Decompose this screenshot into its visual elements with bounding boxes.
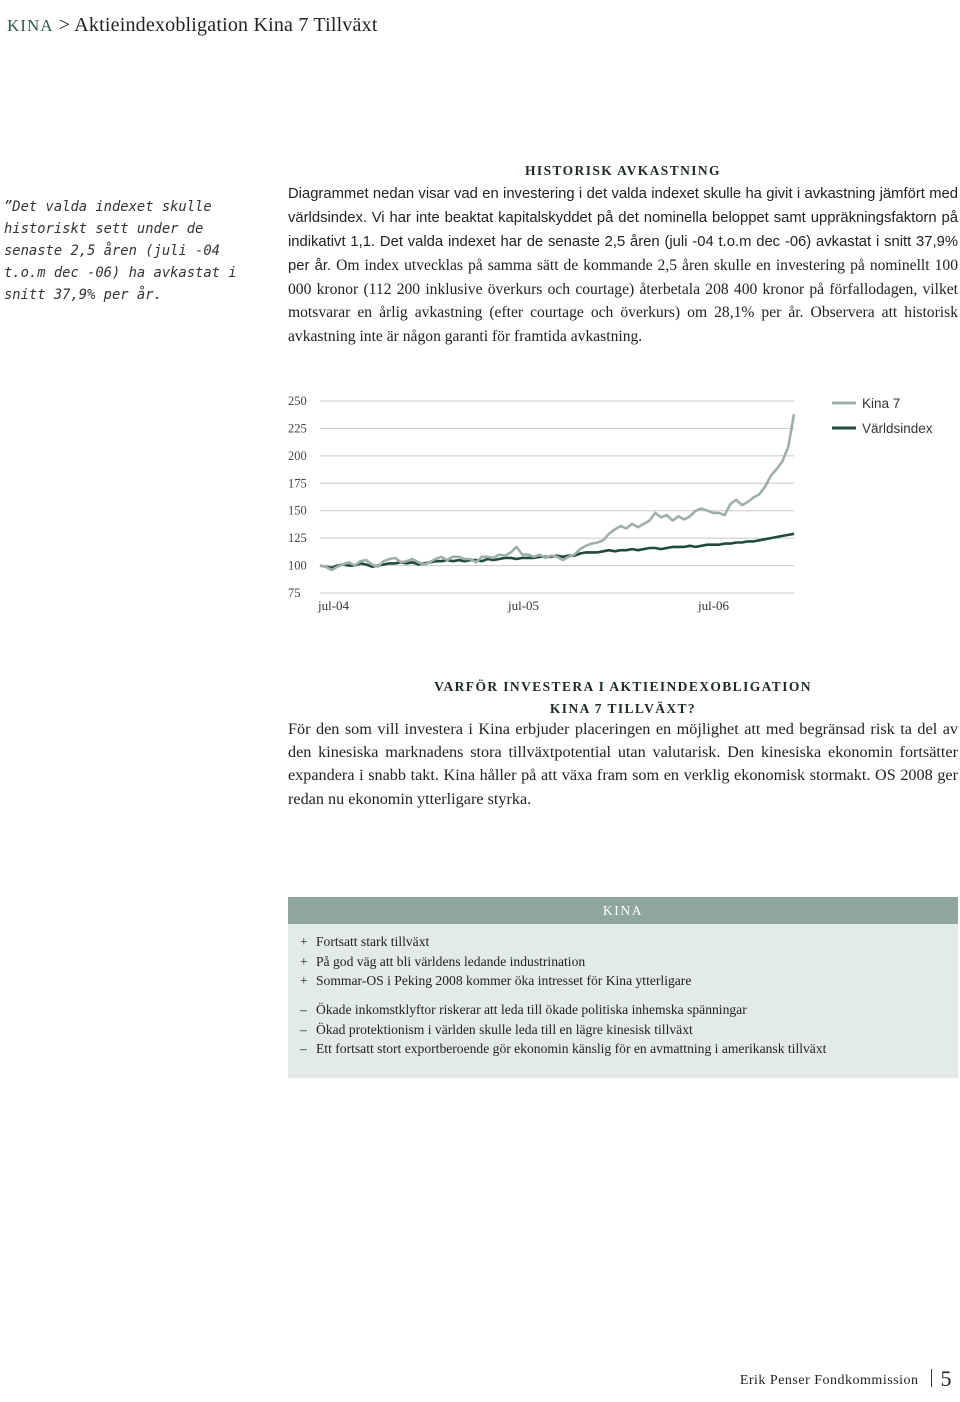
y-tick-label: 200 <box>288 448 307 463</box>
footer-divider <box>931 1369 932 1387</box>
header-separator: > <box>53 14 75 36</box>
legend-label: Kina 7 <box>862 396 901 411</box>
historisk-heading: HISTORISK AVKASTNING <box>525 163 721 178</box>
varfor-heading-line-2: KINA 7 TILLVÄXT? <box>549 701 697 716</box>
y-tick-label: 225 <box>288 421 307 436</box>
pro-text: Fortsatt stark tillväxt <box>316 934 430 949</box>
y-tick-label: 125 <box>288 531 307 546</box>
side-quote: ”Det valda indexet skulle historiskt sett under de senaste 2,5 åren (juli -04 t.o.m dec -06) ha avkastat i snitt 37,9% per år. <box>4 199 237 303</box>
historisk-paragraph <box>288 182 958 348</box>
x-tick-label: jul-04 <box>318 598 350 613</box>
performance-chart <box>284 384 944 624</box>
y-tick-label: 175 <box>288 476 307 491</box>
con-text: Ett fortsatt stort exportberoende gör ekonomin känslig för en avmattning i amerikansk tillväxt <box>316 1041 827 1056</box>
varfor-heading <box>288 676 958 720</box>
pros-list <box>300 932 691 991</box>
con-text: Ökad protektionism i världen skulle leda till en lägre kinesisk tillväxt <box>316 1021 693 1037</box>
y-tick-label: 150 <box>288 503 307 518</box>
page-header <box>7 14 378 37</box>
series-line-kina7 <box>320 414 794 570</box>
cons-list <box>300 1000 826 1059</box>
box-title: KINA <box>288 897 958 924</box>
con-item <box>300 1020 826 1040</box>
minus-mark: – <box>300 1002 307 1017</box>
company-name: Erik Penser Fondkommission <box>739 1373 919 1388</box>
legend-label: Världsindex <box>862 421 933 436</box>
plus-mark: + <box>300 953 308 969</box>
y-tick-label: 250 <box>288 394 307 408</box>
pro-text: Sommar-OS i Peking 2008 kommer öka intresset för Kina ytterligare <box>316 973 692 988</box>
kina-summary-box <box>288 897 958 1078</box>
varfor-heading-line-1: VARFÖR INVESTERA I AKTIEINDEXOBLIGATION <box>434 679 812 694</box>
x-tick-label: jul-06 <box>698 598 730 613</box>
con-item <box>300 1000 826 1020</box>
series-line-varldsindex <box>320 534 794 568</box>
section-label: KINA <box>7 16 54 35</box>
pro-item <box>300 971 691 991</box>
minus-mark: – <box>300 1041 307 1056</box>
historisk-text-2: Vi har inte beaktat kapitalskyddet på det nominella beloppet samt uppräkningsfaktorn på indikativt 1,1. Det valda indexet har de senaste 2,5 åren (juli -04 t.o.m dec -06) avkastat i snitt 37,9% per år. <box>288 210 958 275</box>
con-item <box>300 1039 826 1059</box>
page-title: Aktieindexobligation Kina 7 Tillväxt <box>74 14 378 36</box>
historisk-text-1: Diagrammet nedan visar vad en investering i det valda indexet skulle ha givit i avkastning jämfört med världsindex. <box>288 186 958 227</box>
page-footer <box>740 1366 952 1392</box>
pro-text: På god väg att bli världens ledande industrination <box>316 953 586 969</box>
historisk-text-3: Om index utvecklas på samma sätt de kommande 2,5 åren skulle en investering på nominellt 100 000 kronor (112 200 inklusive överkurs och courtage) återbetala 208 400 kronor på förfallodagen, vilket motsvarar en årlig avkastning (efter courtage och överkurs) om 28,1% per år. Observera att historisk avkastning inte är någon garanti för framtida avkastning. <box>288 257 958 345</box>
pro-item <box>300 952 691 972</box>
varfor-paragraph: För den som vill investera i Kina erbjuder placeringen en möjlighet att med begränsad risk ta del av den kinesiska marknadens stora tillväxtpotential utan valutarisk. Den kinesiska ekonomin fortsätter expandera i snabb takt. Kina håller på att växa fram som en verklig ekonomisk stormakt. OS 2008 ger redan nu ekonomin ytterligare styrka. <box>288 720 958 808</box>
plus-mark: + <box>300 934 308 949</box>
minus-mark: – <box>300 1021 307 1037</box>
x-tick-label: jul-05 <box>508 598 540 613</box>
pro-item <box>300 932 691 952</box>
y-tick-label: 75 <box>288 586 301 600</box>
plus-mark: + <box>300 973 308 988</box>
con-text: Ökade inkomstklyftor riskerar att leda till ökade politiska inhemska spänningar <box>316 1002 747 1017</box>
page-number: 5 <box>940 1366 952 1391</box>
y-tick-label: 100 <box>288 558 307 573</box>
